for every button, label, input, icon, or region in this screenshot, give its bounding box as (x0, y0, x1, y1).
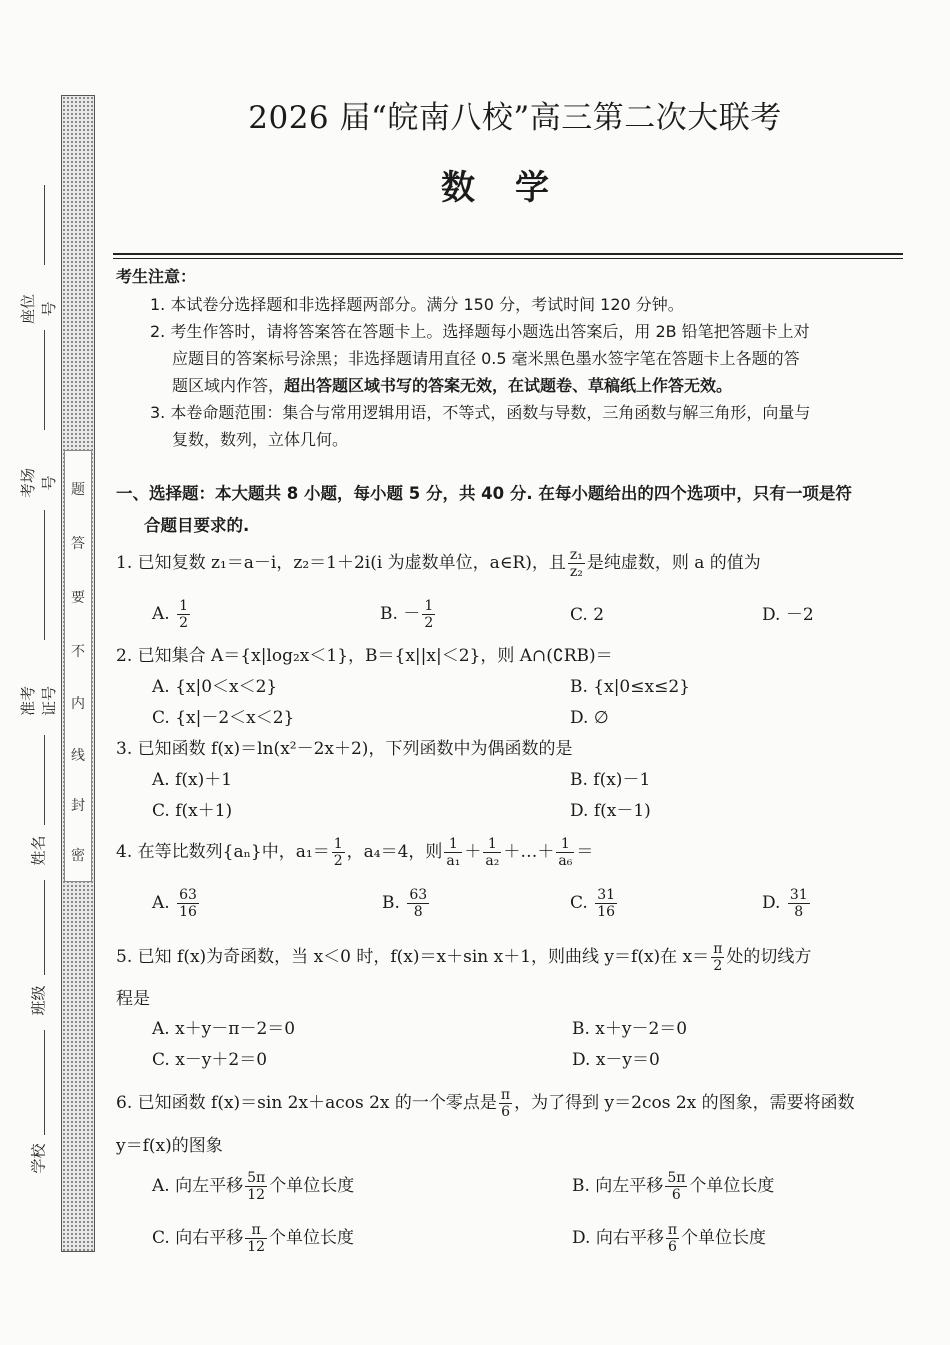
class-label: 班级 (29, 985, 48, 1016)
seat-number-label: 座位号 (19, 294, 58, 325)
denominator: 2 (179, 615, 189, 631)
numerator: 5π (247, 1170, 266, 1186)
q1-text: 1. 已知复数 z₁＝a－i，z₂＝1＋2i(i 为虚数单位，a∈R)，且 (116, 553, 566, 573)
denominator: 8 (794, 904, 804, 920)
question-4-option-a[interactable] (152, 887, 201, 920)
numerator: π (713, 941, 723, 957)
option-text: C. 向右平移 (152, 1228, 244, 1248)
numerator: 1 (333, 836, 343, 852)
numerator: 1 (483, 836, 501, 853)
seal-line-box (64, 450, 92, 882)
header-rule (113, 258, 903, 259)
question-4-option-d[interactable] (762, 887, 812, 920)
question-5-stem-cont: 程是 (116, 989, 150, 1009)
fraction (568, 547, 585, 580)
notice-line: 2. 考生作答时，请将答案答在答题卡上。选择题每小题选出答案后，用 2B 铅笔把答题卡上对 (150, 322, 810, 341)
option-text: 个单位长度 (269, 1176, 355, 1196)
notice-line: 3. 本卷命题范围：集合与常用逻辑用语，不等式，函数与导数，三角函数与解三角形，向量与 (150, 403, 811, 422)
school-label: 学校 (29, 1143, 48, 1174)
header-rule (113, 253, 903, 255)
question-3-stem: 3. 已知函数 f(x)＝ln(x²－2x＋2)，下列函数中为偶函数的是 (116, 739, 573, 759)
fraction (177, 887, 199, 920)
denominator: z₂ (569, 564, 583, 580)
seal-char: 封 (71, 798, 85, 814)
notice-item (150, 291, 905, 453)
denominator: 8 (413, 904, 423, 920)
option-label: A. (152, 604, 170, 624)
question-5-option-d[interactable]: D. x－y＝0 (572, 1050, 660, 1070)
question-1-option-b[interactable] (380, 598, 437, 631)
question-3-option-c[interactable]: C. f(x＋1) (152, 801, 233, 821)
denominator: a₂ (485, 853, 500, 869)
denominator: a₆ (558, 853, 573, 869)
fraction (665, 1170, 687, 1203)
notice-line (150, 372, 905, 399)
fraction (422, 598, 435, 631)
fraction (499, 1087, 512, 1120)
question-5-option-b[interactable]: B. x＋y－2＝0 (572, 1019, 688, 1039)
q4-text: 4. 在等比数列{aₙ}中，a₁＝ (116, 842, 330, 862)
question-2-option-d[interactable]: D. ∅ (570, 708, 609, 728)
question-3-option-d[interactable]: D. f(x－1) (570, 801, 651, 821)
notice-bold-text: 超出答题区域书写的答案无效，在试题卷、草稿纸上作答无效。 (284, 376, 733, 395)
question-6-option-d[interactable] (572, 1222, 766, 1255)
fraction (177, 598, 190, 631)
section-heading-line: 一、选择题：本大题共 8 小题，每小题 5 分，共 40 分. 在每小题给出的四个选项中，只有一项是符 (116, 484, 852, 503)
denominator: 2 (713, 958, 723, 974)
question-1-option-d[interactable]: D. －2 (762, 605, 814, 625)
q1-text: 是纯虚数，则 a 的值为 (586, 553, 761, 573)
option-label: A. (152, 893, 170, 913)
notice-line: 复数，数列，立体几何。 (172, 430, 349, 449)
numerator: 1 (424, 598, 434, 614)
denominator: 16 (597, 904, 616, 920)
numerator: 63 (179, 887, 197, 903)
notice-text: 题区域内作答， (172, 376, 285, 395)
question-6-option-c[interactable] (152, 1222, 354, 1255)
fill-line (44, 880, 45, 975)
option-text: B. 向左平移 (572, 1176, 664, 1196)
option-label: B. － (380, 604, 421, 624)
denominator: 12 (247, 1187, 266, 1203)
fraction (711, 941, 724, 974)
denominator: 16 (179, 904, 197, 920)
question-5-option-a[interactable]: A. x＋y－π－2＝0 (152, 1019, 296, 1039)
seal-char: 内 (71, 696, 85, 712)
fraction (245, 1222, 267, 1255)
option-text: D. 向右平移 (572, 1228, 664, 1248)
q4-text: ＝ (576, 842, 594, 862)
question-3-option-a[interactable]: A. f(x)＋1 (152, 770, 233, 790)
numerator: 63 (409, 887, 428, 903)
fraction (556, 836, 574, 869)
question-5-stem (116, 941, 906, 974)
option-text: 个单位长度 (681, 1228, 767, 1248)
fraction (407, 887, 429, 920)
seal-char: 线 (71, 748, 85, 764)
fraction (444, 836, 462, 869)
question-6-stem (116, 1087, 906, 1120)
room-number-label: 考场号 (19, 468, 58, 499)
question-2-option-c[interactable]: C. {x|－2＜x＜2} (152, 708, 295, 728)
question-1-stem (116, 547, 906, 580)
question-6-stem-cont: y＝f(x)的图象 (116, 1136, 223, 1156)
section-heading-line: 合题目要求的. (144, 516, 250, 535)
question-2-option-b[interactable]: B. {x|0≤x≤2} (570, 677, 690, 697)
fraction (332, 836, 345, 869)
fill-line (44, 1030, 45, 1135)
seal-char: 要 (71, 590, 85, 606)
option-label: B. (382, 893, 400, 913)
numerator: 31 (789, 887, 808, 903)
question-4-option-c[interactable] (570, 887, 619, 920)
notice-title: 考生注意： (116, 267, 197, 286)
fill-line (44, 510, 45, 640)
admission-number-label: 准考证号 (19, 686, 58, 717)
option-label: D. (762, 893, 781, 913)
numerator: 31 (597, 887, 616, 903)
option-label: C. (570, 893, 588, 913)
notice-line: 1. 本试卷分选择题和非选择题两部分。满分 150 分，考试时间 120 分钟。 (150, 295, 684, 314)
fraction (483, 836, 501, 869)
seal-char: 答 (71, 536, 85, 552)
question-3-option-b[interactable]: B. f(x)－1 (570, 770, 651, 790)
option-text: 个单位长度 (689, 1176, 775, 1196)
question-5-option-c[interactable]: C. x－y＋2＝0 (152, 1050, 268, 1070)
section-heading (116, 478, 906, 542)
q6-text: ，为了得到 y＝2cos 2x 的图象，需要将函数 (514, 1093, 855, 1113)
numerator: π (500, 1087, 511, 1103)
q5-text: 处的切线方 (726, 947, 812, 967)
question-1-option-c[interactable]: C. 2 (570, 605, 605, 625)
denominator: 6 (667, 1239, 677, 1255)
seal-char: 题 (71, 482, 85, 498)
q6-text: 6. 已知函数 f(x)＝sin 2x＋acos 2x 的一个零点是 (116, 1093, 497, 1113)
option-text: A. 向左平移 (152, 1176, 244, 1196)
fraction (788, 887, 810, 920)
q5-text: 5. 已知 f(x)为奇函数，当 x＜0 时，f(x)＝x＋sin x＋1，则曲线 y＝f(x)在 x＝ (116, 947, 710, 967)
q4-text: ，a₄＝4，则 (346, 842, 443, 862)
numerator: π (667, 1222, 678, 1238)
numerator: π (245, 1222, 267, 1239)
seal-char: 不 (71, 644, 85, 660)
fill-line (44, 185, 45, 265)
question-2-option-a[interactable]: A. {x|0＜x＜2} (152, 677, 278, 697)
question-6-option-a[interactable] (152, 1170, 354, 1203)
fill-line (44, 330, 45, 430)
option-text: 个单位长度 (269, 1228, 355, 1248)
fill-line (44, 735, 45, 825)
seal-char: 密 (71, 848, 85, 864)
denominator: 2 (333, 853, 343, 869)
name-label: 姓名 (29, 835, 48, 866)
fraction (245, 1170, 267, 1203)
denominator: 12 (247, 1239, 266, 1255)
numerator: z₁ (569, 547, 583, 563)
question-6-option-b[interactable] (572, 1170, 774, 1203)
denominator: 2 (424, 615, 434, 631)
numerator: 1 (556, 836, 574, 853)
question-4-option-b[interactable] (382, 887, 431, 920)
denominator: 6 (671, 1187, 681, 1203)
denominator: 6 (501, 1104, 510, 1120)
exam-title: 2026 届“皖南八校”高三第二次大联考 (248, 100, 782, 136)
numerator: 5π (667, 1170, 686, 1186)
question-2-stem: 2. 已知集合 A＝{x|log₂x＜1}，B＝{x||x|＜2}，则 A∩(∁RB)＝ (116, 646, 613, 666)
subject-title: 数学 (441, 168, 589, 208)
question-1-option-a[interactable] (152, 598, 192, 631)
numerator: 1 (179, 598, 189, 614)
fraction (666, 1222, 679, 1255)
denominator: a₁ (446, 853, 461, 869)
q4-text: ＋…＋ (503, 842, 555, 862)
numerator: 1 (444, 836, 462, 853)
question-4-stem: 4. 在等比数列{aₙ}中，a₁＝ $\frac{1}{2}$ ，a₄＝4，则 $\frac{1}{\text{a₁}}$ ＋ $\frac{1}{\text{a₂}}$ ＋…＋ $\frac{1}{\text{a₆}}$ ＝ (116, 836, 594, 869)
notice-line: 应题目的答案标号涂黑；非选择题请用直径 0.5 毫米黑色墨水签字笔在答题卡上各题的答 (172, 349, 800, 368)
fraction (595, 887, 617, 920)
